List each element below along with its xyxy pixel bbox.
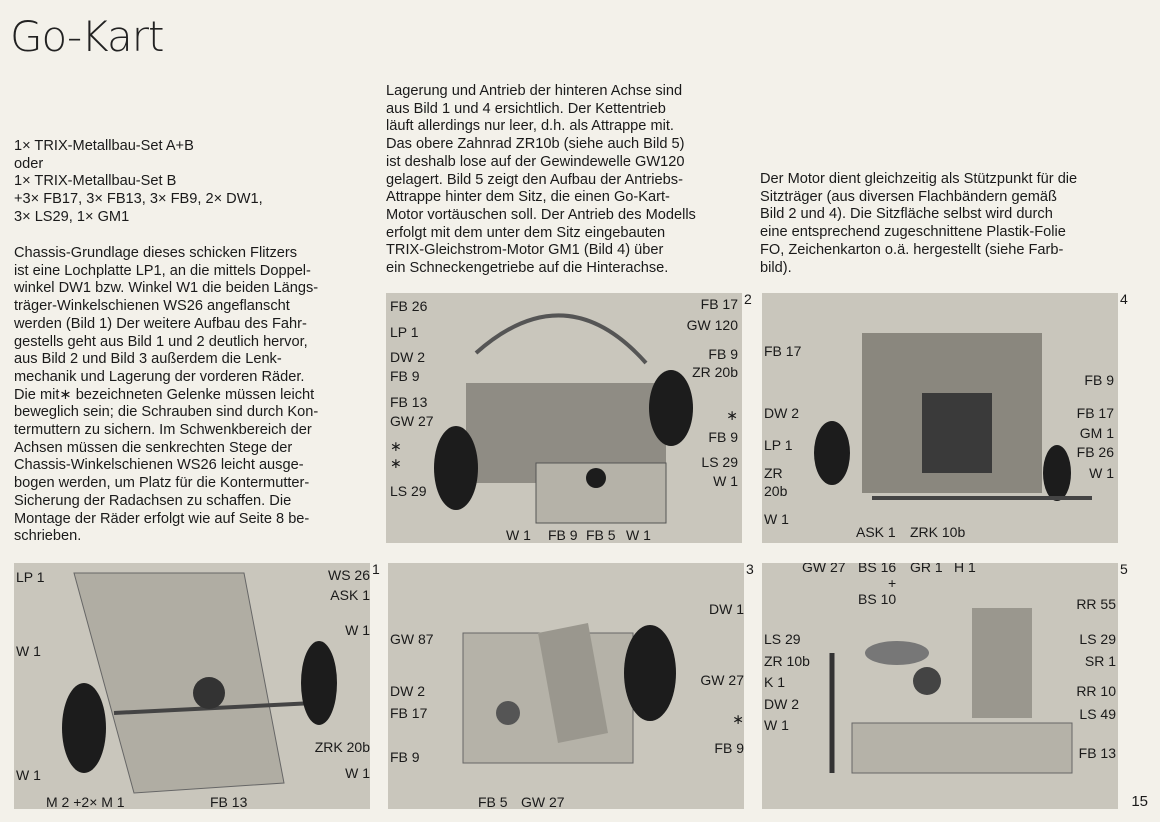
photo-figure-1 xyxy=(14,563,370,809)
figure-number-1: 1 xyxy=(372,561,380,577)
text-line: FO, Zeichenkarton o.ä. hergestellt (siehe Farb- xyxy=(760,241,1064,258)
label-w1: W 1 xyxy=(16,767,41,783)
label-asterisk: ∗ xyxy=(726,407,738,423)
text-line: ist eine Lochplatte LP1, an die mittels Doppel- xyxy=(14,262,311,279)
text-line: Attrappe hinter dem Sitz, die einen Go-Kart- xyxy=(386,189,670,206)
label-w1: W 1 xyxy=(626,527,651,543)
text-line: Chassis-Winkelschienen WS26 leicht ausge- xyxy=(14,457,304,474)
label-w1: W 1 xyxy=(506,527,531,543)
label-bs10: BS 10 xyxy=(858,591,897,607)
label-ls29: LS 29 xyxy=(390,483,427,499)
label-zr20b: ZR 20b xyxy=(692,364,738,380)
label-dw2: DW 2 xyxy=(390,349,425,365)
label-rr55: RR 55 xyxy=(1076,596,1116,612)
text-line: ein Schneckengetriebe auf die Hinterachse. xyxy=(386,260,669,277)
label-w1: W 1 xyxy=(345,622,370,638)
text-line: Chassis-Grundlage dieses schicken Flitzers xyxy=(14,245,298,261)
label-ask1: ASK 1 xyxy=(330,587,370,603)
text-line: läuft allerdings nur leer, d.h. als Attrappe mit. xyxy=(386,118,674,135)
label-gw87: GW 87 xyxy=(390,631,434,647)
gokart-side-motor-illustration xyxy=(762,293,1118,543)
photo-figure-3 xyxy=(388,563,744,809)
label-ws26: WS 26 xyxy=(327,567,370,583)
label-lp1: LP 1 xyxy=(764,437,793,453)
column2-paragraph xyxy=(386,83,756,278)
label-gr1: GR 1 xyxy=(910,563,943,575)
label-fb5: FB 5 xyxy=(586,527,616,543)
label-fb13: FB 13 xyxy=(390,394,428,410)
label-plus: + xyxy=(888,575,897,591)
photo-figure-5 xyxy=(762,563,1118,809)
label-fb17: FB 17 xyxy=(700,296,738,312)
text-line: Sicherung der Radachsen zu schaffen. Die xyxy=(14,492,292,509)
label-fb17: FB 17 xyxy=(390,705,428,721)
photo-figure-4 xyxy=(762,293,1118,543)
label-lp1: LP 1 xyxy=(390,324,419,340)
label-w1: W 1 xyxy=(16,643,41,659)
label-zr: ZR xyxy=(764,465,783,481)
column1-paragraph xyxy=(14,245,374,546)
label-k1: K 1 xyxy=(764,674,786,690)
label-rr10: RR 10 xyxy=(1076,683,1116,699)
text-line: werden (Bild 1) Der weitere Aufbau des Fahr- xyxy=(14,315,307,332)
label-w1: W 1 xyxy=(764,511,789,527)
text-line: gestells geht aus Bild 1 und 2 deutlich hervor, xyxy=(14,333,308,350)
text-line: Das obere Zahnrad ZR10b (siehe auch Bild 5) xyxy=(386,136,685,153)
text-line: termuttern zu sichern. Im Schwenkbereich der xyxy=(14,422,312,439)
page-title: Go-Kart xyxy=(10,12,164,61)
label-w1: W 1 xyxy=(713,473,738,489)
label-fb9: FB 9 xyxy=(708,346,738,362)
label-asterisk: ∗ xyxy=(732,711,744,727)
label-fb26: FB 26 xyxy=(390,298,428,314)
text-line: mechanik und Lagerung der vorderen Räder. xyxy=(14,368,305,385)
parts-line: 1× TRIX-Metallbau-Set B xyxy=(14,173,177,190)
label-fb13: FB 13 xyxy=(1078,745,1116,761)
label-fb9: FB 9 xyxy=(390,749,420,765)
label-sr1: SR 1 xyxy=(1084,653,1116,669)
label-dw2: DW 2 xyxy=(390,683,425,699)
label-gw27: GW 27 xyxy=(700,672,744,688)
parts-line: 1× TRIX-Metallbau-Set A+B xyxy=(14,138,194,154)
label-gw120: GW 120 xyxy=(686,317,738,333)
gokart-chassis-underside-illustration xyxy=(14,563,370,809)
label-fb26: FB 26 xyxy=(1076,444,1114,460)
label-ls29: LS 29 xyxy=(701,454,738,470)
figure-number-2: 2 xyxy=(744,291,752,307)
text-line: Lagerung und Antrieb der hinteren Achse sind xyxy=(386,83,683,99)
label-20b: 20b xyxy=(764,483,788,499)
label-gw27: GW 27 xyxy=(802,563,846,575)
label-zr10b: ZR 10b xyxy=(764,653,810,669)
text-line: TRIX-Gleichstrom-Motor GM1 (Bild 4) über xyxy=(386,242,664,259)
label-fb9: FB 9 xyxy=(390,368,420,384)
label-ls29: LS 29 xyxy=(1079,631,1116,647)
label-zrk20b: ZRK 20b xyxy=(314,739,370,755)
label-ls29: LS 29 xyxy=(764,631,801,647)
label-bs16: BS 16 xyxy=(858,563,897,575)
figure-number-3: 3 xyxy=(746,561,754,577)
text-line: Bild 2 und 4). Die Sitzfläche selbst wird durch xyxy=(760,206,1053,223)
photo-figure-2 xyxy=(386,293,742,543)
parts-line: +3× FB17, 3× FB13, 3× FB9, 2× DW1, xyxy=(14,191,263,208)
label-dw2: DW 2 xyxy=(764,696,799,712)
text-line: Die mit∗ bezeichneten Gelenke müssen leicht xyxy=(14,386,315,403)
figure-number-5: 5 xyxy=(1120,561,1128,577)
text-line: bild). xyxy=(760,259,792,276)
text-line: ist deshalb lose auf der Gewindewelle GW120 xyxy=(386,153,685,170)
text-line: aus Bild 2 und Bild 3 außerdem die Lenk- xyxy=(14,351,282,368)
label-fb17: FB 17 xyxy=(764,343,802,359)
label-gm1: GM 1 xyxy=(1079,425,1114,441)
label-fb17: FB 17 xyxy=(1076,405,1114,421)
label-lp1: LP 1 xyxy=(16,569,45,585)
label-w1: W 1 xyxy=(764,717,789,733)
label-gw27: GW 27 xyxy=(390,413,434,429)
label-dw2: DW 2 xyxy=(764,405,799,421)
text-line: gelagert. Bild 5 zeigt den Aufbau der Antriebs- xyxy=(386,171,683,188)
label-ask1: ASK 1 xyxy=(856,524,896,540)
text-line: Sitzträger (aus diversen Flachbändern gemäß xyxy=(760,188,1057,205)
text-line: beweglich sein; die Schrauben sind durch Kon- xyxy=(14,404,319,421)
text-line: erfolgt mit dem unter dem Sitz eingebauten xyxy=(386,224,666,241)
label-fb9: FB 9 xyxy=(714,740,744,756)
label-w1: W 1 xyxy=(345,765,370,781)
steering-mechanism-illustration xyxy=(388,563,744,809)
label-fb9: FB 9 xyxy=(708,429,738,445)
text-line: Motor vortäuschen soll. Der Antrieb des Modells xyxy=(386,206,696,223)
label-m2-m1: M 2 +2× M 1 xyxy=(46,794,125,809)
text-line: Der Motor dient gleichzeitig als Stützpunkt für die xyxy=(760,171,1078,187)
label-gw27: GW 27 xyxy=(521,794,565,809)
label-fb13: FB 13 xyxy=(210,794,248,809)
parts-line: 3× LS29, 1× GM1 xyxy=(14,208,130,225)
text-line: träger-Winkelschienen WS26 angeflanscht xyxy=(14,298,290,315)
column3-paragraph xyxy=(760,171,1150,277)
label-fb9: FB 9 xyxy=(1084,372,1114,388)
label-asterisk: ∗ xyxy=(390,438,402,454)
parts-list xyxy=(14,138,369,227)
label-zrk10b: ZRK 10b xyxy=(910,524,966,540)
label-dw1: DW 1 xyxy=(709,601,744,617)
drive-dummy-illustration xyxy=(762,563,1118,809)
text-line: Achsen müssen die senkrechten Stege der xyxy=(14,439,293,456)
text-line: aus Bild 1 und 4 ersichtlich. Der Kettentrieb xyxy=(386,100,666,117)
page-number: 15 xyxy=(1131,793,1148,810)
label-asterisk: ∗ xyxy=(390,455,402,471)
text-line: Montage der Räder erfolgt wie auf Seite 8 be- xyxy=(14,510,310,527)
parts-line: oder xyxy=(14,155,44,172)
text-line: schrieben. xyxy=(14,528,82,545)
text-line: eine entsprechend zugeschnittene Plastik-Folie xyxy=(760,224,1066,241)
text-line: bogen werden, um Platz für die Kontermutter- xyxy=(14,475,310,492)
text-line: winkel DW1 bzw. Winkel W1 die beiden Längs- xyxy=(14,280,319,297)
label-w1: W 1 xyxy=(1089,465,1114,481)
label-fb5: FB 5 xyxy=(478,794,508,809)
label-ls49: LS 49 xyxy=(1079,706,1116,722)
label-h1: H 1 xyxy=(954,563,976,575)
figure-number-4: 4 xyxy=(1120,291,1128,307)
label-fb9: FB 9 xyxy=(548,527,578,543)
